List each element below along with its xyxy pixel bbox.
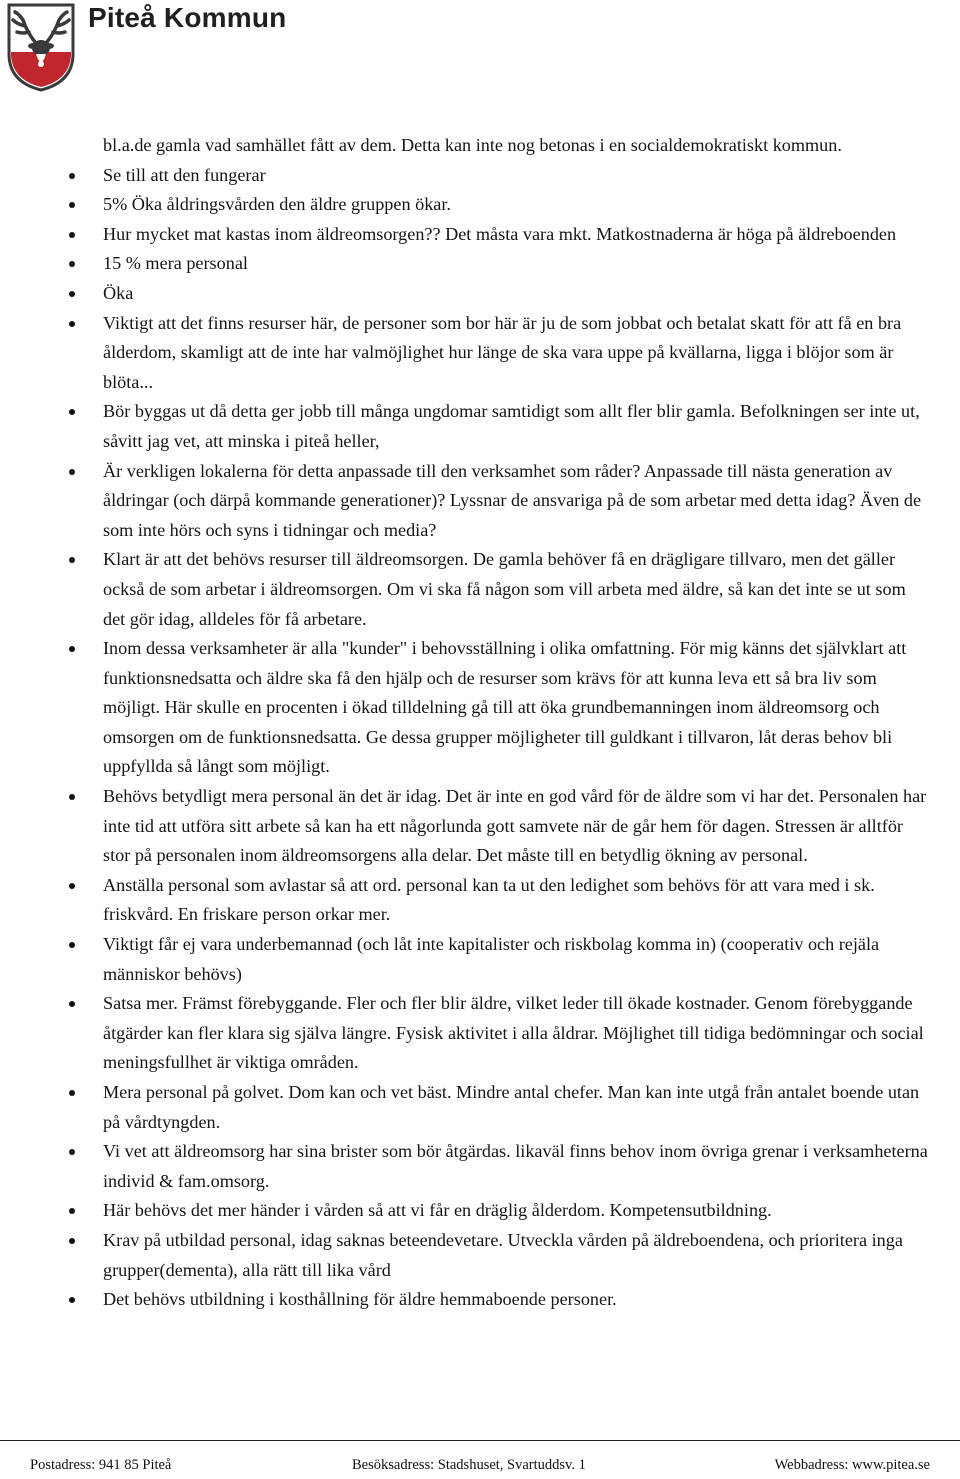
list-item: [103, 634, 931, 782]
bullet-icon: [69, 321, 75, 327]
bullet-icon: [69, 409, 75, 415]
bullet-icon: [69, 261, 75, 267]
list-item: [103, 930, 931, 989]
list-item-text: Öka: [103, 282, 134, 303]
list-item: [103, 1196, 931, 1226]
list-item-text: Satsa mer. Främst förebyggande. Fler och fler blir äldre, vilket leder till ökade kostnader. Genom förebyggande åtgärder kan fler klara sig själva längre. Fysisk aktivitet i alla åldrar. Möjlighet till tidiga bedömningar och social meningsfullhet är viktiga områden.: [103, 993, 924, 1073]
list-item: [103, 1078, 931, 1137]
bullet-icon: [69, 173, 75, 179]
list-item: [103, 782, 931, 871]
list-item: [103, 1137, 931, 1196]
list-item: [103, 871, 931, 930]
list-item-text: Krav på utbildad personal, idag saknas beteendevetare. Utveckla vården på äldreboendena, och prioritera inga grupper(dementa), alla rätt till lika vård: [103, 1229, 903, 1280]
bullet-icon: [69, 1238, 75, 1244]
list-item-text: Mera personal på golvet. Dom kan och vet bäst. Mindre antal chefer. Man kan inte utgå från antalet boende utan på vårdtyngden.: [103, 1082, 920, 1132]
list-item-text: Viktigt får ej vara underbemannad (och låt inte kapitalister och riskbolag komma in) (cooperativ och rejäla människor behövs): [103, 934, 880, 984]
list-item-text: Det behövs utbildning i kosthållning för äldre hemmaboende personer.: [103, 1289, 617, 1310]
list-item-text: Se till att den fungerar: [103, 164, 266, 185]
list-item: [103, 249, 931, 279]
footer-visit-address: Besöksadress: Stadshuset, Svartuddsv. 1: [352, 1457, 586, 1473]
bullet-list: [103, 161, 931, 1315]
list-item: [103, 161, 931, 191]
reindeer-coat-of-arms-icon: [5, 2, 77, 92]
list-item-text: 5% Öka åldringsvården den äldre gruppen ökar.: [103, 194, 451, 215]
page-header: [0, 0, 960, 100]
list-item-text: Klart är att det behövs resurser till äldreomsorgen. De gamla behöver få en drägligare tillvaro, men det gäller också de som arbetar i äldreomsorgen. Om vi ska få någon som vill arbeta med äldre, så kan det inte se ut som det gör idag, alldeles för få arbetare.: [103, 549, 906, 629]
bullet-icon: [69, 1001, 75, 1007]
bullet-icon: [69, 1090, 75, 1096]
page-footer: [0, 1440, 960, 1479]
list-item: [103, 457, 931, 546]
list-item-text: Inom dessa verksamheter är alla "kunder" i behovsställning i olika omfattning. För mig känns det självklart att funktionsnedsatta och äldre ska få den hjälp och de resurser som krävs för att kunna leva ett så bra liv som möjligt. Här skulle en procenten i ökad tilldelning gå till att öka grundbemanningen inom äldreomsorg och omsorgen om de funktionsnedsatta. Ge dessa grupper möjligheter till guldkant i tillvaron, låt deras behov bli uppfyllda så långt som möjligt.: [103, 638, 907, 777]
bullet-icon: [69, 291, 75, 297]
bullet-icon: [69, 202, 75, 208]
intro-paragraph: bl.a.de gamla vad samhället fått av dem. Detta kan inte nog betonas i en socialdemokratiskt kommun.: [103, 135, 842, 155]
bullet-icon: [69, 232, 75, 238]
list-item: [103, 190, 931, 220]
footer-postal-address: Postadress: 941 85 Piteå: [30, 1457, 172, 1473]
bullet-icon: [69, 883, 75, 889]
list-item: [103, 309, 931, 398]
bullet-icon: [69, 794, 75, 800]
bullet-icon: [69, 942, 75, 948]
list-item: [103, 279, 931, 309]
bullet-icon: [69, 1149, 75, 1155]
document-body: [103, 131, 931, 1315]
bullet-icon: [69, 1208, 75, 1214]
list-item: [103, 545, 931, 634]
list-item-text: Anställa personal som avlastar så att ord. personal kan ta ut den ledighet som behövs för att vara med i sk. friskvård. En friskare person orkar mer.: [103, 874, 875, 925]
list-item: [103, 1226, 931, 1285]
list-item: [103, 397, 931, 456]
list-item-text: Vi vet att äldreomsorg har sina brister som bör åtgärdas. likaväl finns behov inom övriga grenar i verksamheterna individ & fam.omsorg.: [103, 1141, 928, 1191]
list-item-text: Behövs betydligt mera personal än det är idag. Det är inte en god vård för de äldre som vi har det. Personalen har inte tid att utföra sitt arbete så kan ha ett någorlunda gott samvete när de går hem för dagen. Stressen är alltför stor på personalen inom äldreomsorgens alla delar. Det måste till en betydlig ökning av personal.: [103, 786, 927, 866]
organization-name: Piteå Kommun: [88, 2, 287, 33]
list-item-text: 15 % mera personal: [103, 253, 248, 274]
list-item-text: Hur mycket mat kastas inom äldreomsorgen?? Det måsta vara mkt. Matkostnaderna är höga på äldreboenden: [103, 223, 897, 244]
bullet-icon: [69, 469, 75, 475]
bullet-icon: [69, 557, 75, 563]
bullet-icon: [69, 1297, 75, 1303]
list-item-text: Är verkligen lokalerna för detta anpassade till den verksamhet som råder? Anpassade till nästa generation av åldringar (och därpå kommande generationer)? Lyssnar de ansvariga på de som arbetar med detta idag? Även de som inte hörs och syns i tidningar och media?: [103, 460, 922, 540]
bullet-icon: [69, 646, 75, 652]
list-item-text: Viktigt att det finns resurser här, de personer som bor här är ju de som jobbat och betalat skatt för att få en bra ålderdom, skamligt att de inte har valmöjlighet hur länge de ska vara uppe på kvällarna, ligga i blöjor som är blöta...: [103, 312, 902, 392]
list-item-text: Här behövs det mer händer i vården så att vi får en dräglig ålderdom. Kompetensutbildning.: [103, 1200, 772, 1221]
list-item: [103, 1285, 931, 1315]
footer-web-address[interactable]: Webbadress: www.pitea.se: [774, 1457, 930, 1473]
list-item-text: Bör byggas ut då detta ger jobb till många ungdomar samtidigt som allt fler blir gamla. Befolkningen ser inte ut, såvitt jag vet, att minska i piteå heller,: [103, 401, 920, 451]
list-item: [103, 989, 931, 1078]
list-item: [103, 220, 931, 250]
